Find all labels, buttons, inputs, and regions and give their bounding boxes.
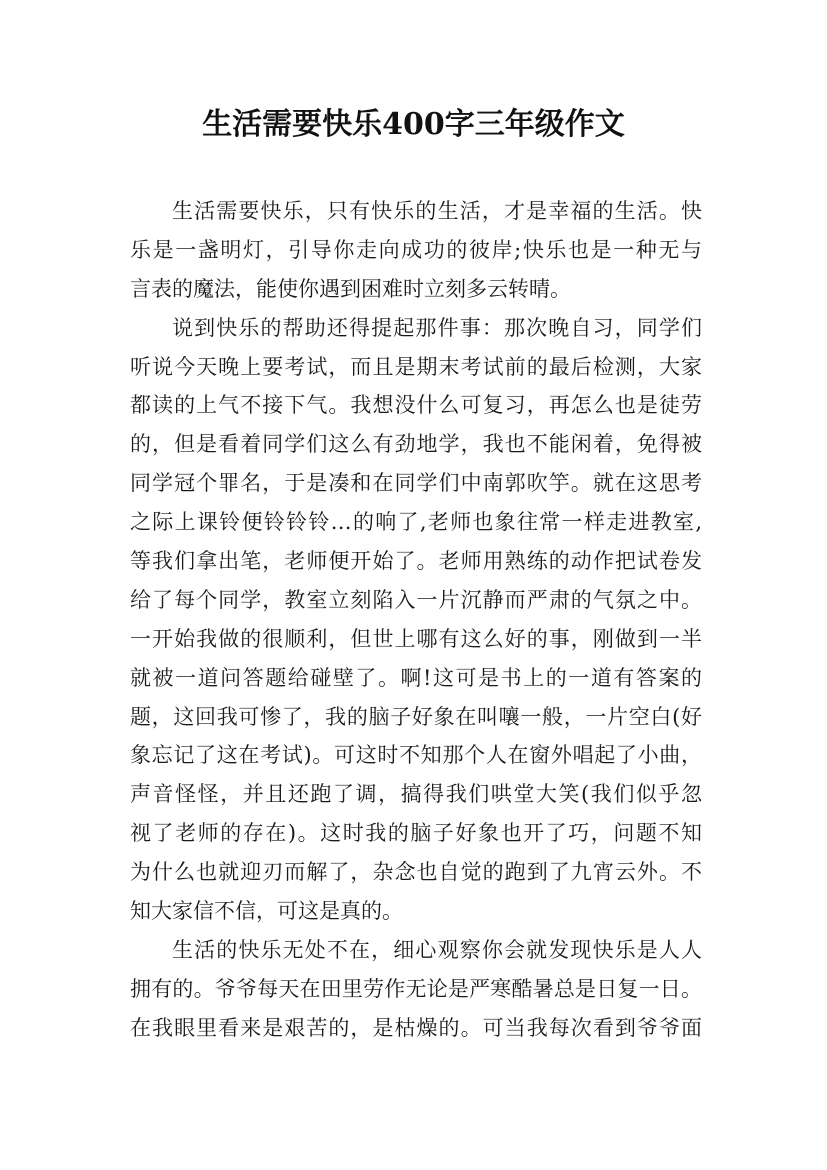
paragraph-line: 等我们拿出笔，老师便开始了。老师用熟练的动作把试卷发 (130, 549, 702, 574)
paragraph-line: 说到快乐的帮助还得提起那件事：那次晚自习，同学们 (172, 315, 702, 340)
paragraph-line: 生活需要快乐，只有快乐的生活，才是幸福的生活。快 (172, 199, 702, 223)
document-title: 生活需要快乐400字三年级作文 (202, 107, 625, 142)
paragraph-line: 一开始我做的很顺利，但世上哪有这么好的事，刚做到一半 (130, 626, 702, 651)
paragraph-line: 乐是一盏明灯，引导你走向成功的彼岸;快乐也是一种无与 (130, 237, 702, 262)
paragraph-line: 声音怪怪，并且还跑了调，搞得我们哄堂大笑(我们似乎忽 (130, 782, 702, 807)
paragraph-line: 之际上课铃便铃铃铃…的响了,老师也象往常一样走进教室, (130, 510, 702, 535)
paragraph-line: 知大家信不信，可这是真的。 (130, 899, 403, 924)
paragraph-line: 言表的魔法，能使你遇到困难时立刻多云转晴。 (130, 276, 571, 301)
paragraph-line: 题，这回我可惨了，我的脑子好象在叫嚷一般，一片空白(好 (130, 704, 702, 729)
paragraph-line: 在我眼里看来是艰苦的，是枯燥的。可当我每次看到爷爷面 (130, 1015, 702, 1040)
paragraph-line: 听说今天晚上要考试，而且是期末考试前的最后检测，大家 (130, 354, 702, 379)
paragraph-1 (130, 192, 702, 309)
paragraph-line: 生活的快乐无处不在，细心观察你会就发现快乐是人人 (172, 937, 702, 962)
paragraph-line: 象忘记了这在考试)。可这时不知那个人在窗外唱起了小曲， (130, 743, 702, 768)
paragraph-line: 同学冠个罪名，于是凑和在同学们中南郭吹竽。就在这思考 (130, 471, 702, 496)
paragraph-line: 都读的上气不接下气。我想没什么可复习，再怎么也是徒劳 (130, 393, 702, 418)
paragraph-line: 给了每个同学，教室立刻陷入一片沉静而严肃的气氛之中。 (130, 587, 702, 612)
paragraph-3 (130, 931, 702, 1048)
paragraph-line: 就被一道问答题给碰壁了。啊!这可是书上的一道有答案的 (130, 665, 702, 690)
paragraph-line: 的，但是看着同学们这么有劲地学，我也不能闲着，免得被 (130, 432, 702, 457)
paragraph-2 (130, 309, 702, 931)
paragraph-line: 为什么也就迎刃而解了，杂念也自觉的跑到了九宵云外。不 (130, 860, 702, 885)
document-body (130, 192, 702, 1048)
paragraph-line: 视了老师的存在)。这时我的脑子好象也开了巧，问题不知 (130, 821, 702, 846)
paragraph-line: 拥有的。爷爷每天在田里劳作无论是严寒酷暑总是日复一日。 (130, 976, 702, 1001)
